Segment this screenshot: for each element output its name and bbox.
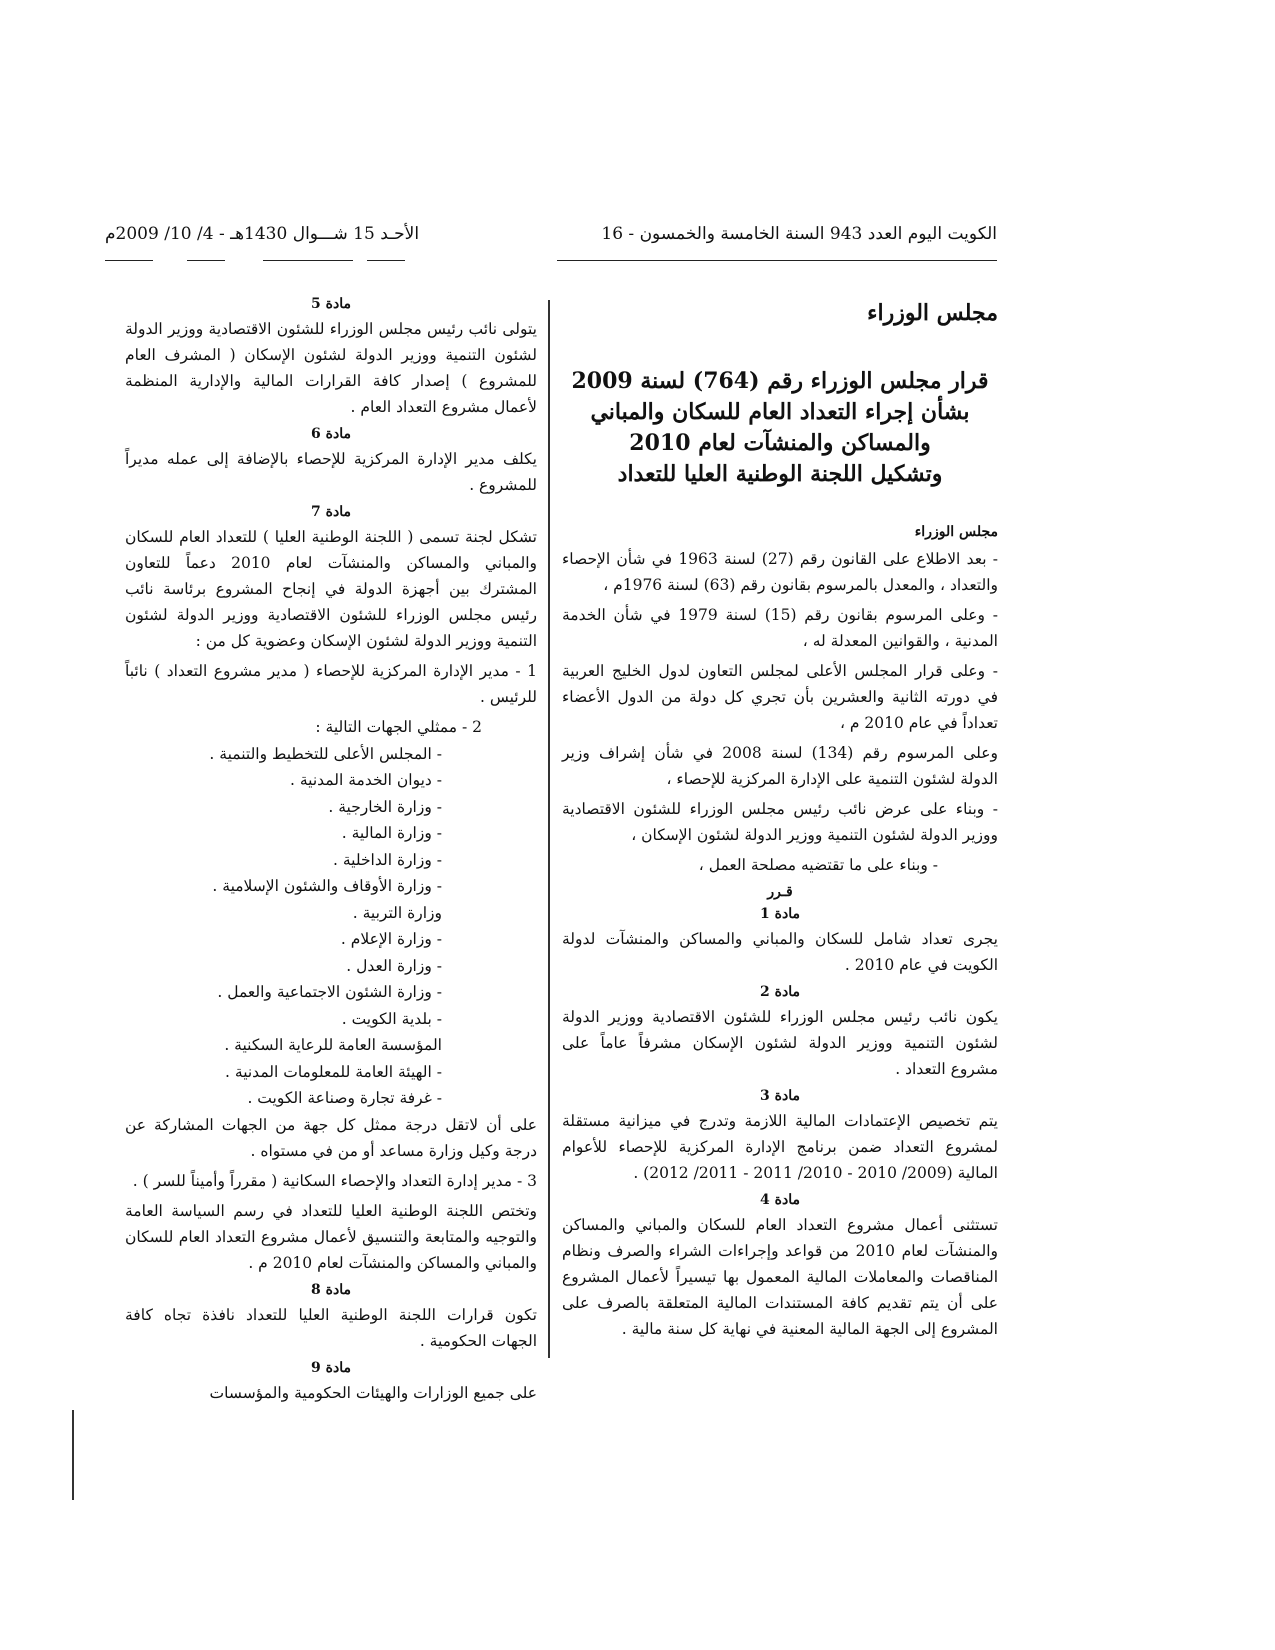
title-line: والمساكن والمنشآت لعام 2010 — [629, 430, 931, 456]
preamble-paragraph: - بعد الاطلاع على القانون رقم (27) لسنة 1963 في شأن الإحصاء والتعداد ، والمعدل بالمرسوم بقانون رقم (63) لسنة 1976م ، — [562, 550, 998, 594]
competence-paragraph: وتختص اللجنة الوطنية العليا للتعداد في رسم السياسة العامة والتوجيه والمتابعة والتنسيق لأعمال مشروع التعداد العام للسكان والمباني والمساكن والمنشآت لعام 2010 م . — [125, 1201, 537, 1272]
preamble-paragraph: - وعلى قرار المجلس الأعلى لمجلس التعاون لدول الخليج العربية في دورته الثانية والعشرين بأن تجري كل دولة من الدول الأعضاء تعداداً في عام 2010 م ، — [562, 662, 998, 732]
article-heading: مادة 4 — [760, 1192, 800, 1208]
list-item: - المجلس الأعلى للتخطيط والتنمية . — [209, 744, 442, 763]
list-item: - وزارة الخارجية . — [328, 797, 442, 816]
member-paragraph: 2 - ممثلي الجهات التالية : — [315, 718, 482, 736]
list-item: - غرفة تجارة وصناعة الكويت . — [247, 1089, 442, 1107]
article-text: يجرى تعداد شامل للسكان والمباني والمساكن والمنشآت لدولة الكويت في عام 2010 . — [562, 930, 998, 974]
title-line: قرار مجلس الوزراء رقم (764) لسنة 2009 — [571, 368, 989, 394]
list-item: المؤسسة العامة للرعاية السكنية . — [224, 1036, 442, 1054]
preamble-paragraph: - وعلى المرسوم بقانون رقم (15) لسنة 1979 في شأن الخدمة المدنية ، والقوانين المعدلة له ، — [562, 606, 998, 650]
member-paragraph: 1 - مدير الإدارة المركزية للإحصاء ( مدير مشروع التعداد ) نائباً للرئيس . — [125, 662, 537, 706]
header-date: الأحـد 15 شـــوال 1430هـ - 4/ 10/ 2009م — [105, 224, 420, 244]
header-rule-left-4 — [367, 260, 405, 261]
header-rule-left-1 — [105, 260, 153, 261]
list-item: - الهيئة العامة للمعلومات المدنية . — [225, 1062, 442, 1081]
article-text: يكلف مدير الإدارة المركزية للإحصاء بالإضافة إلى عمله مديراً للمشروع . — [125, 450, 537, 494]
header-rule-right — [557, 260, 997, 261]
preamble-paragraph: وعلى المرسوم رقم (134) لسنة 2008 في شأن إشراف وزير الدولة لشئون التنمية على الإدارة المركزية للإحصاء ، — [562, 744, 998, 788]
article-text: على جميع الوزارات والهيئات الحكومية والمؤسسات — [209, 1383, 537, 1402]
header-rule-left-3 — [263, 260, 353, 261]
list-item: - وزارة الإعلام . — [340, 930, 442, 948]
column-divider — [548, 300, 550, 1358]
article-text: تشكل لجنة تسمى ( اللجنة الوطنية العليا ) للتعداد العام للسكان والمباني والمساكن والمنشآت لعام 2010 دعماً للتعاون المشترك بين أجهزة الدولة في إنجاح المشروع برئاسة نائب رئيس مجلس الوزراء للشئون الاقتصادية ووزير الدولة لشئون التنمية ووزير الدولة لشئون الإسكان وعضوية كل من : — [125, 528, 537, 650]
article-heading: مادة 2 — [760, 984, 800, 1000]
article-text: يتم تخصيص الإعتمادات المالية اللازمة وتدرج في ميزانية مستقلة لمشروع التعداد ضمن برنامج الإدارة المركزية للإحصاء للأعوام المالية (2009/ 2010 - 2010/ 2011 - 2011/ 2012) . — [562, 1112, 998, 1182]
list-item: - وزارة الداخلية . — [333, 850, 442, 869]
header-rule-left-2 — [187, 260, 225, 261]
preamble-heading: مجلس الوزراء — [914, 524, 998, 540]
list-item: - وزارة الشئون الاجتماعية والعمل . — [217, 983, 442, 1001]
article-heading: مادة 3 — [760, 1088, 800, 1104]
decided-heading: قـرر — [767, 884, 793, 900]
right-column — [562, 300, 998, 1346]
article-heading: مادة 7 — [311, 504, 351, 520]
bodies-list — [125, 741, 537, 1112]
decision-title — [562, 366, 998, 490]
article-text: يتولى نائب رئيس مجلس الوزراء للشئون الاقتصادية ووزير الدولة لشئون التنمية ووزير الدولة لشئون الإسكان ( المشرف العام للمشروع ) إصدار كافة القرارات المالية والإدارية المنظمة لأعمال مشروع التعداد العام . — [125, 320, 537, 416]
preamble-paragraph: - وبناء على ما تقتضيه مصلحة العمل ، — [698, 856, 938, 874]
article-heading: مادة 1 — [760, 906, 800, 922]
member-paragraph: 3 - مدير إدارة التعداد والإحصاء السكانية ( مقرراً وأميناً للسر ) . — [132, 1171, 537, 1190]
article-heading: مادة 6 — [311, 426, 351, 442]
article-heading: مادة 5 — [311, 296, 351, 312]
list-item: - ديوان الخدمة المدنية . — [290, 771, 442, 789]
title-line: بشأن إجراء التعداد العام للسكان والمباني — [590, 399, 970, 425]
page-header — [105, 224, 997, 268]
article-text: يكون نائب رئيس مجلس الوزراء للشئون الاقتصادية ووزير الدولة لشئون التنمية ووزير الدولة لشئون الإسكان مشرفاً عاماً على مشروع التعداد . — [562, 1008, 998, 1078]
title-line: وتشكيل اللجنة الوطنية العليا للتعداد — [617, 461, 943, 487]
section-heading: مجلس الوزراء — [867, 300, 998, 326]
article-heading: مادة 9 — [311, 1359, 351, 1376]
scan-margin-mark — [72, 1410, 74, 1500]
rank-paragraph: على أن لاتقل درجة ممثل كل جهة من الجهات المشاركة عن درجة وكيل وزارة مساعد أو من في مستواه . — [125, 1115, 537, 1160]
list-item: وزارة التربية . — [352, 903, 442, 922]
list-item: - وزارة الأوقاف والشئون الإسلامية . — [212, 877, 442, 895]
left-column — [125, 296, 537, 1410]
list-item: - وزارة المالية . — [341, 824, 442, 842]
list-item: - وزارة العدل . — [346, 956, 442, 975]
header-issue-info: الكويت اليوم العدد 943 السنة الخامسة والخمسون - 16 — [601, 224, 997, 244]
article-text: تكون قرارات اللجنة الوطنية العليا للتعداد نافذة تجاه كافة الجهات الحكومية . — [125, 1305, 537, 1350]
preamble-paragraph: - وبناء على عرض نائب رئيس مجلس الوزراء للشئون الاقتصادية ووزير الدولة لشئون التنمية ووزير الدولة لشئون الإسكان ، — [562, 800, 998, 844]
article-heading: مادة 8 — [311, 1281, 351, 1298]
list-item: - بلدية الكويت . — [341, 1009, 442, 1028]
article-text: تستثنى أعمال مشروع التعداد العام للسكان والمباني والمساكن والمنشآت لعام 2010 من قواعد وإجراءات الشراء والصرف ونظام المناقصات والمعاملات المالية المعمول بها تيسيراً لأعمال المشروع على أن يتم تقديم كافة المستندات المالية المتعلقة بالصرف على المشروع إلى الجهة المالية المعنية في نهاية كل سنة مالية . — [562, 1216, 998, 1338]
